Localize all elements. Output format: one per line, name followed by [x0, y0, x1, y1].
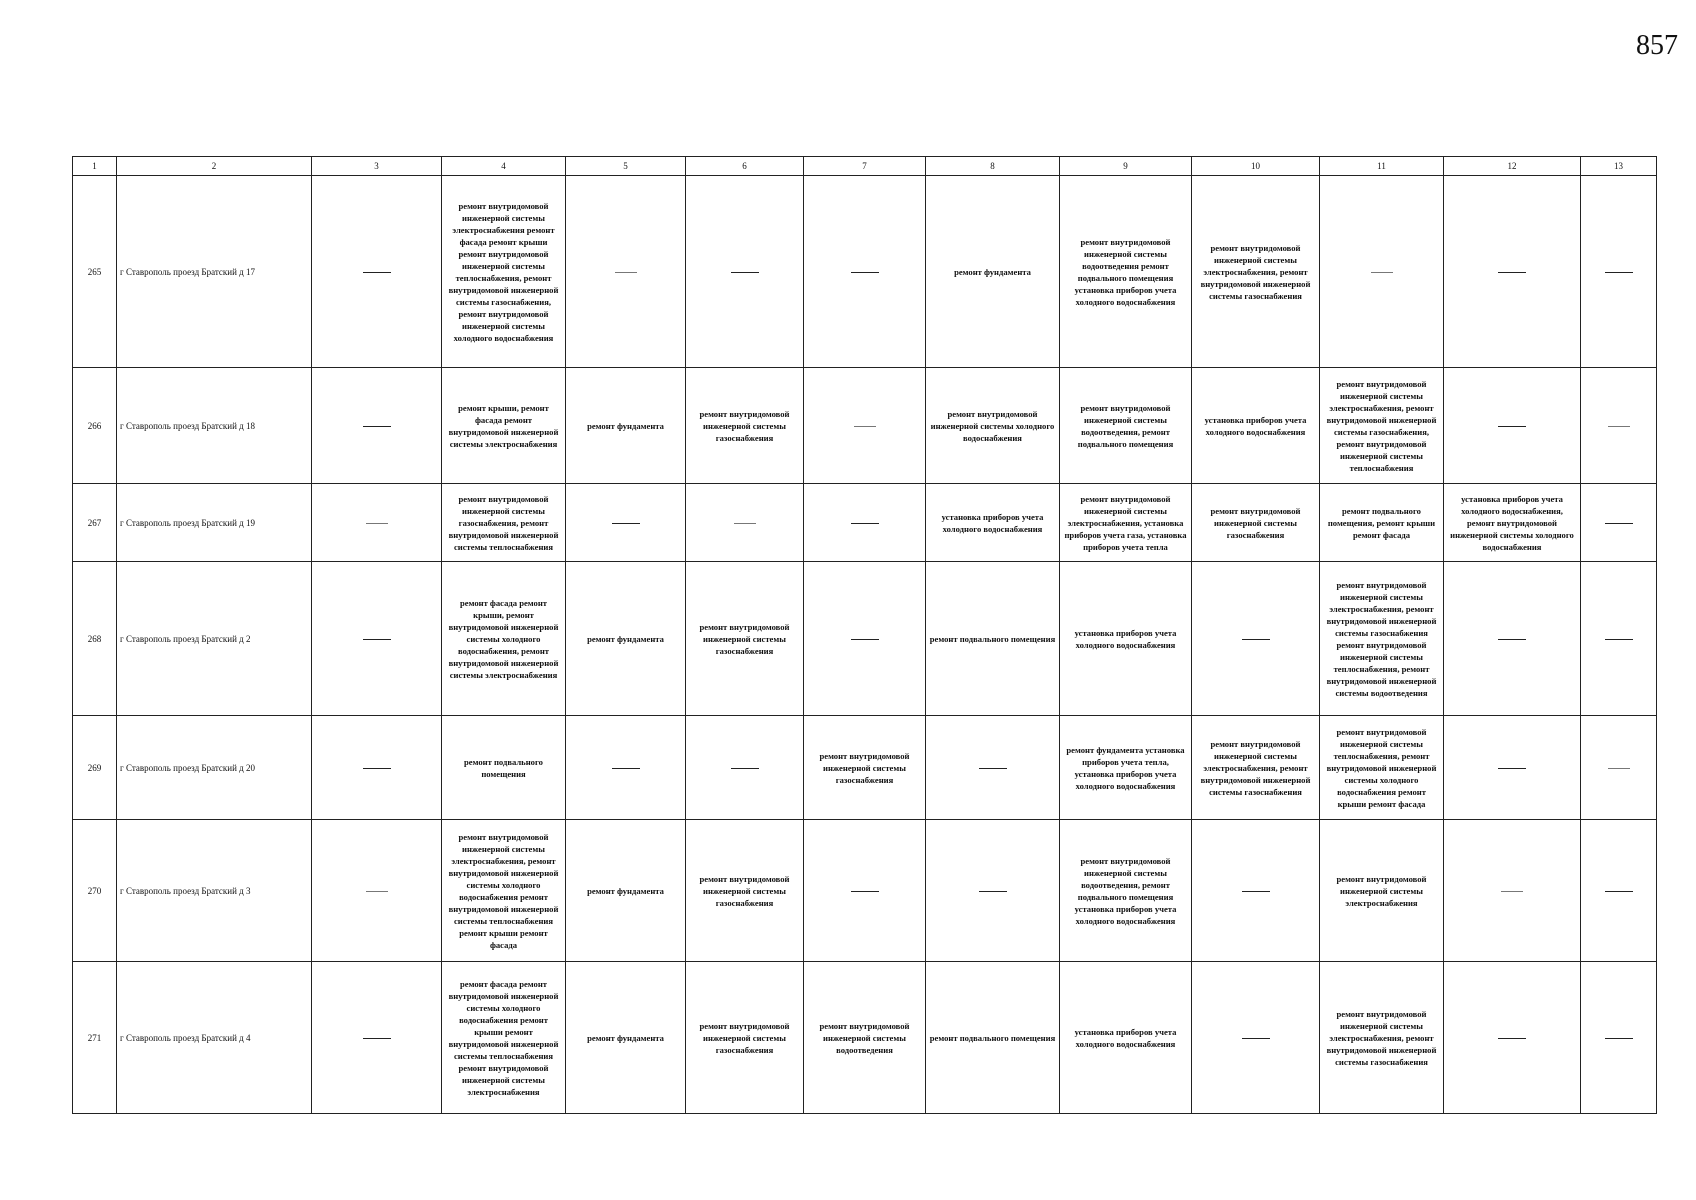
- works-cell-col-8: [926, 820, 1060, 962]
- works-cell-col-4: ремонт внутридомовой инженерной системы электроснабжения, ремонт внутридомовой инженерной системы холодного водоснабжения ремонт внутридомовой инженерной системы теплоснабжения ремонт крыши ремонт фасада: [442, 820, 566, 962]
- works-cell-col-11: [1320, 176, 1444, 368]
- dash-mark: [363, 426, 391, 427]
- dash-mark: [979, 891, 1007, 892]
- address-cell: г Ставрополь проезд Братский д 19: [117, 484, 312, 562]
- row-number: 271: [73, 962, 117, 1114]
- dash-mark: [851, 523, 879, 524]
- address-cell: г Ставрополь проезд Братский д 20: [117, 716, 312, 820]
- works-cell-col-7: [804, 176, 926, 368]
- page-number: 857: [1636, 30, 1678, 61]
- table-row: [73, 716, 1657, 820]
- column-number: 8: [926, 157, 1060, 176]
- address-cell: г Ставрополь проезд Братский д 2: [117, 562, 312, 716]
- works-cell-col-8: установка приборов учета холодного водоснабжения: [926, 484, 1060, 562]
- column-number: 7: [804, 157, 926, 176]
- works-cell-col-6: [686, 176, 804, 368]
- works-cell-col-6: [686, 484, 804, 562]
- dash-mark: [1605, 523, 1633, 524]
- column-number: 11: [1320, 157, 1444, 176]
- dash-mark: [366, 891, 388, 892]
- works-cell-col-4: ремонт внутридомовой инженерной системы электроснабжения ремонт фасада ремонт крыши ремонт внутридомовой инженерной системы теплоснабжения, ремонт внутридомовой инженерной системы газоснабжения, ремонт внутридомовой инженерной системы холодного водоснабжения: [442, 176, 566, 368]
- table-row: [73, 484, 1657, 562]
- works-cell-col-5: ремонт фундамента: [566, 562, 686, 716]
- works-cell-col-13: [1581, 716, 1657, 820]
- works-cell-col-6: [686, 716, 804, 820]
- address-cell: г Ставрополь проезд Братский д 3: [117, 820, 312, 962]
- works-cell-col-9: ремонт внутридомовой инженерной системы электроснабжения, установка приборов учета газа, установка приборов учета тепла: [1060, 484, 1192, 562]
- works-cell-col-13: [1581, 368, 1657, 484]
- dash-mark: [363, 768, 391, 769]
- works-cell-col-7: ремонт внутридомовой инженерной системы газоснабжения: [804, 716, 926, 820]
- column-number: 9: [1060, 157, 1192, 176]
- table-row: [73, 962, 1657, 1114]
- dash-mark: [1498, 1038, 1526, 1039]
- works-cell-col-6: ремонт внутридомовой инженерной системы газоснабжения: [686, 820, 804, 962]
- works-cell-col-13: [1581, 562, 1657, 716]
- dash-mark: [363, 272, 391, 273]
- works-cell-col-6: ремонт внутридомовой инженерной системы газоснабжения: [686, 562, 804, 716]
- works-cell-col-5: ремонт фундамента: [566, 962, 686, 1114]
- works-cell-col-4: ремонт подвального помещения: [442, 716, 566, 820]
- dash-mark: [1242, 639, 1270, 640]
- dash-mark: [1371, 272, 1393, 273]
- dash-mark: [1605, 891, 1633, 892]
- row-number: 266: [73, 368, 117, 484]
- works-cell-col-12: [1444, 368, 1581, 484]
- works-cell-col-13: [1581, 484, 1657, 562]
- column-number: 10: [1192, 157, 1320, 176]
- works-cell-col-11: ремонт внутридомовой инженерной системы электроснабжения, ремонт внутридомовой инженерной системы газоснабжения ремонт внутридомовой инженерной системы теплоснабжения, ремонт внутридомовой инженерной системы водоотведения: [1320, 562, 1444, 716]
- column-number: 1: [73, 157, 117, 176]
- works-cell-col-9: ремонт внутридомовой инженерной системы водоотведения ремонт подвального помещения установка приборов учета холодного водоснабжения: [1060, 176, 1192, 368]
- row-number: 268: [73, 562, 117, 716]
- dash-mark: [1608, 426, 1630, 427]
- column-number: 5: [566, 157, 686, 176]
- works-cell-col-4: ремонт крыши, ремонт фасада ремонт внутридомовой инженерной системы электроснабжения: [442, 368, 566, 484]
- row-number: 267: [73, 484, 117, 562]
- works-cell-col-7: [804, 368, 926, 484]
- dash-mark: [1242, 891, 1270, 892]
- works-cell-col-12: [1444, 962, 1581, 1114]
- works-cell-col-12: [1444, 176, 1581, 368]
- dash-mark: [1498, 426, 1526, 427]
- works-cell-col-3: [312, 368, 442, 484]
- works-cell-col-9: установка приборов учета холодного водоснабжения: [1060, 962, 1192, 1114]
- works-cell-col-3: [312, 820, 442, 962]
- dash-mark: [851, 639, 879, 640]
- dash-mark: [363, 639, 391, 640]
- works-cell-col-6: ремонт внутридомовой инженерной системы газоснабжения: [686, 962, 804, 1114]
- column-number: 3: [312, 157, 442, 176]
- dash-mark: [615, 272, 637, 273]
- column-number-row: [73, 157, 1657, 176]
- address-cell: г Ставрополь проезд Братский д 17: [117, 176, 312, 368]
- works-cell-col-4: ремонт внутридомовой инженерной системы газоснабжения, ремонт внутридомовой инженерной системы теплоснабжения: [442, 484, 566, 562]
- dash-mark: [366, 523, 388, 524]
- table-row: [73, 176, 1657, 368]
- works-cell-col-9: ремонт фундамента установка приборов учета тепла, установка приборов учета холодного водоснабжения: [1060, 716, 1192, 820]
- works-cell-col-10: [1192, 562, 1320, 716]
- works-cell-col-9: ремонт внутридомовой инженерной системы водоотведения, ремонт подвального помещения установка приборов учета холодного водоснабжения: [1060, 820, 1192, 962]
- works-cell-col-3: [312, 484, 442, 562]
- works-cell-col-5: ремонт фундамента: [566, 368, 686, 484]
- dash-mark: [1608, 768, 1630, 769]
- table-body: [73, 176, 1657, 1114]
- works-cell-col-12: [1444, 716, 1581, 820]
- dash-mark: [854, 426, 876, 427]
- works-cell-col-8: ремонт подвального помещения: [926, 962, 1060, 1114]
- column-number: 6: [686, 157, 804, 176]
- dash-mark: [1605, 1038, 1633, 1039]
- works-cell-col-12: [1444, 820, 1581, 962]
- dash-mark: [1498, 272, 1526, 273]
- dash-mark: [851, 891, 879, 892]
- dash-mark: [731, 768, 759, 769]
- works-cell-col-11: ремонт подвального помещения, ремонт крыши ремонт фасада: [1320, 484, 1444, 562]
- works-cell-col-4: ремонт фасада ремонт внутридомовой инженерной системы холодного водоснабжения ремонт крыши ремонт внутридомовой инженерной системы теплоснабжения ремонт внутридомовой инженерной системы электроснабжения: [442, 962, 566, 1114]
- dash-mark: [731, 272, 759, 273]
- works-cell-col-5: ремонт фундамента: [566, 820, 686, 962]
- repair-schedule-table: [72, 156, 1657, 1114]
- table-row: [73, 368, 1657, 484]
- works-cell-col-7: [804, 562, 926, 716]
- works-cell-col-11: ремонт внутридомовой инженерной системы теплоснабжения, ремонт внутридомовой инженерной системы холодного водоснабжения ремонт крыши ремонт фасада: [1320, 716, 1444, 820]
- works-cell-col-5: [566, 176, 686, 368]
- works-cell-col-11: ремонт внутридомовой инженерной системы электроснабжения: [1320, 820, 1444, 962]
- works-cell-col-8: ремонт фундамента: [926, 176, 1060, 368]
- works-cell-col-8: ремонт подвального помещения: [926, 562, 1060, 716]
- works-cell-col-12: [1444, 562, 1581, 716]
- table-row: [73, 820, 1657, 962]
- dash-mark: [1605, 639, 1633, 640]
- works-cell-col-3: [312, 962, 442, 1114]
- works-cell-col-5: [566, 484, 686, 562]
- dash-mark: [363, 1038, 391, 1039]
- works-cell-col-10: ремонт внутридомовой инженерной системы электроснабжения, ремонт внутридомовой инженерной системы газоснабжения: [1192, 176, 1320, 368]
- works-cell-col-10: [1192, 962, 1320, 1114]
- dash-mark: [851, 272, 879, 273]
- works-cell-col-3: [312, 176, 442, 368]
- works-cell-col-7: [804, 820, 926, 962]
- column-number: 12: [1444, 157, 1581, 176]
- dash-mark: [612, 768, 640, 769]
- row-number: 270: [73, 820, 117, 962]
- dash-mark: [612, 523, 640, 524]
- works-cell-col-7: [804, 484, 926, 562]
- works-cell-col-13: [1581, 962, 1657, 1114]
- works-cell-col-10: ремонт внутридомовой инженерной системы электроснабжения, ремонт внутридомовой инженерной системы газоснабжения: [1192, 716, 1320, 820]
- dash-mark: [1498, 768, 1526, 769]
- table-row: [73, 562, 1657, 716]
- dash-mark: [1498, 639, 1526, 640]
- works-cell-col-8: [926, 716, 1060, 820]
- column-number: 13: [1581, 157, 1657, 176]
- dash-mark: [1501, 891, 1523, 892]
- dash-mark: [734, 523, 756, 524]
- row-number: 265: [73, 176, 117, 368]
- address-cell: г Ставрополь проезд Братский д 4: [117, 962, 312, 1114]
- works-cell-col-10: ремонт внутридомовой инженерной системы газоснабжения: [1192, 484, 1320, 562]
- works-cell-col-11: ремонт внутридомовой инженерной системы электроснабжения, ремонт внутридомовой инженерной системы газоснабжения: [1320, 962, 1444, 1114]
- works-cell-col-11: ремонт внутридомовой инженерной системы электроснабжения, ремонт внутридомовой инженерной системы газоснабжения, ремонт внутридомовой инженерной системы теплоснабжения: [1320, 368, 1444, 484]
- works-cell-col-12: установка приборов учета холодного водоснабжения, ремонт внутридомовой инженерной системы холодного водоснабжения: [1444, 484, 1581, 562]
- works-cell-col-6: ремонт внутридомовой инженерной системы газоснабжения: [686, 368, 804, 484]
- works-cell-col-3: [312, 716, 442, 820]
- dash-mark: [1242, 1038, 1270, 1039]
- works-cell-col-7: ремонт внутридомовой инженерной системы водоотведения: [804, 962, 926, 1114]
- works-cell-col-9: ремонт внутридомовой инженерной системы водоотведения, ремонт подвального помещения: [1060, 368, 1192, 484]
- works-cell-col-13: [1581, 820, 1657, 962]
- column-number: 2: [117, 157, 312, 176]
- works-cell-col-10: установка приборов учета холодного водоснабжения: [1192, 368, 1320, 484]
- works-cell-col-4: ремонт фасада ремонт крыши, ремонт внутридомовой инженерной системы холодного водоснабжения, ремонт внутридомовой инженерной системы электроснабжения: [442, 562, 566, 716]
- works-cell-col-9: установка приборов учета холодного водоснабжения: [1060, 562, 1192, 716]
- works-cell-col-8: ремонт внутридомовой инженерной системы холодного водоснабжения: [926, 368, 1060, 484]
- works-cell-col-10: [1192, 820, 1320, 962]
- works-cell-col-13: [1581, 176, 1657, 368]
- row-number: 269: [73, 716, 117, 820]
- works-cell-col-3: [312, 562, 442, 716]
- dash-mark: [1605, 272, 1633, 273]
- dash-mark: [979, 768, 1007, 769]
- works-cell-col-5: [566, 716, 686, 820]
- column-number: 4: [442, 157, 566, 176]
- address-cell: г Ставрополь проезд Братский д 18: [117, 368, 312, 484]
